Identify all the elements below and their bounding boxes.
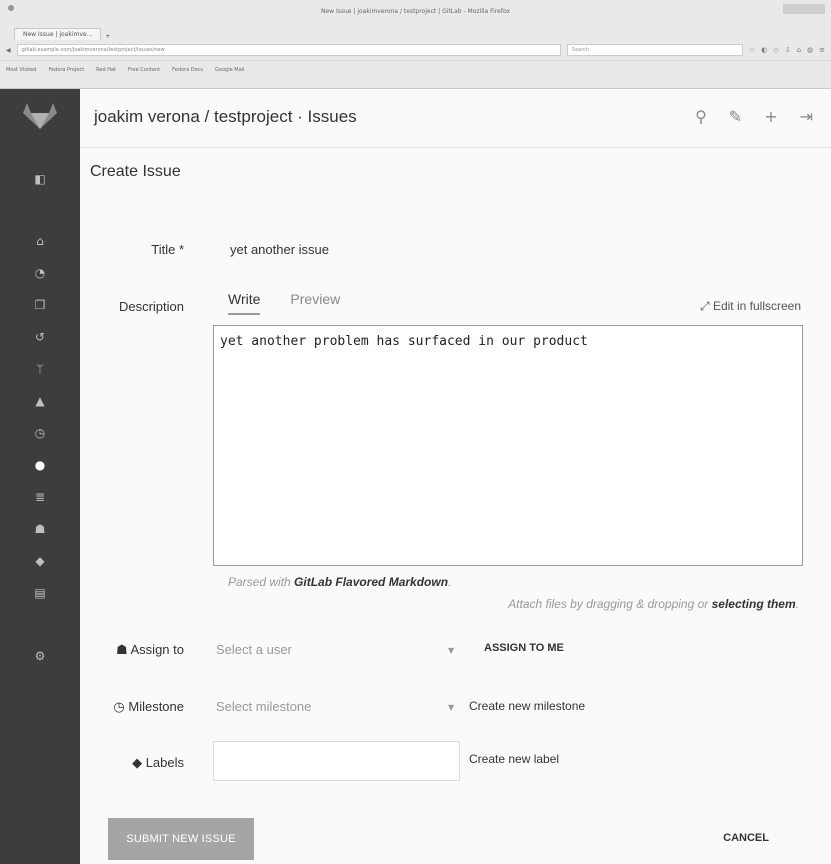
nav-toolbar <box>0 40 831 60</box>
description-label: Description <box>118 299 184 314</box>
expand-icon: ⤢ <box>700 299 710 313</box>
assign-to-me-button[interactable]: ASSIGN TO ME <box>484 642 564 654</box>
graphs-icon[interactable]: ▲ <box>35 394 45 408</box>
window-menu-icon[interactable] <box>8 5 14 11</box>
url-bar[interactable] <box>17 44 561 56</box>
assignee-select[interactable]: Select a user <box>216 642 292 657</box>
project-breadcrumb[interactable]: joakim verona / testproject · Issues <box>94 107 357 126</box>
reader-icon[interactable]: ◐ <box>761 46 768 54</box>
assign-label-text: Assign to <box>130 642 184 657</box>
tag-icon: ◆ <box>132 755 143 770</box>
chat-icon[interactable]: ◍ <box>807 46 814 54</box>
bookmark-item[interactable]: Fedora Project <box>48 67 85 73</box>
title-label: Title * <box>151 242 184 257</box>
new-tab-icon[interactable]: + <box>105 33 111 40</box>
dashboard-icon[interactable]: ◔ <box>34 266 46 280</box>
plus-icon[interactable]: + <box>764 107 778 126</box>
chevron-down-icon[interactable]: ▼ <box>448 703 455 712</box>
clock-icon: ◷ <box>113 699 125 714</box>
tab-preview[interactable]: Preview <box>290 291 341 307</box>
md-suffix: . <box>448 575 452 589</box>
collapse-sidebar-icon[interactable]: ◧ <box>34 172 46 186</box>
star-icon[interactable]: ☆ <box>748 46 756 54</box>
files-icon[interactable]: ❐ <box>34 298 46 312</box>
milestone-label-text: Milestone <box>128 699 184 714</box>
search-icon[interactable]: ⚲ <box>695 107 707 126</box>
edit-fullscreen-label: Edit in fullscreen <box>712 299 801 313</box>
browser-tab[interactable]: New Issue | joakimve... <box>14 28 101 40</box>
editor-tabs <box>228 291 340 315</box>
main-content <box>80 89 831 864</box>
bookmark-item[interactable]: Free Content <box>128 67 161 73</box>
tab-write[interactable]: Write <box>228 291 260 315</box>
wrench-icon[interactable]: ✎ <box>728 107 743 126</box>
window-titlebar <box>0 0 831 22</box>
members-icon[interactable]: ☗ <box>34 522 46 536</box>
merge-requests-icon[interactable]: ≣ <box>34 490 46 504</box>
description-textarea[interactable]: yet another problem has surfaced in our product <box>213 325 803 566</box>
chevron-down-icon[interactable]: ▼ <box>448 646 455 655</box>
menu-icon[interactable]: ≡ <box>819 46 825 54</box>
labels-label-text: Labels <box>145 755 184 770</box>
submit-issue-button[interactable]: SUBMIT NEW ISSUE <box>108 818 254 860</box>
window-title: New Issue | joakimverona / testproject | GitLab - Mozilla Firefox <box>320 7 510 15</box>
window-controls[interactable] <box>783 4 825 14</box>
milestone-label <box>80 699 184 715</box>
labels-select[interactable] <box>213 741 460 781</box>
markdown-note <box>228 575 451 589</box>
bookmark-item[interactable]: Google Mail <box>215 67 245 73</box>
home-icon[interactable]: ⌂ <box>796 46 802 54</box>
history-icon[interactable]: ↺ <box>34 330 46 344</box>
milestones-icon[interactable]: ◷ <box>34 426 46 440</box>
download-icon[interactable]: ⇩ <box>784 46 791 54</box>
edit-fullscreen-link[interactable] <box>700 299 801 314</box>
markdown-link[interactable]: GitLab Flavored Markdown <box>294 575 449 589</box>
milestone-select[interactable]: Select milestone <box>216 699 312 714</box>
issues-icon[interactable]: ● <box>34 458 46 472</box>
labels-label <box>80 755 184 771</box>
create-label-link[interactable]: Create new label <box>469 752 560 766</box>
header-icons <box>695 107 813 126</box>
attach-suffix: . <box>795 597 799 611</box>
network-icon[interactable]: ᛘ <box>36 362 44 376</box>
wiki-icon[interactable]: ▤ <box>34 586 46 600</box>
back-icon[interactable]: ◀ <box>6 46 11 54</box>
pocket-icon[interactable]: ◇ <box>773 46 779 54</box>
bookmark-item[interactable]: Fedora Docs <box>172 67 204 73</box>
url-text: gitlab.example.com/joakimverona/testproject/issues/new <box>21 47 165 53</box>
toolbar-icons <box>749 46 825 54</box>
browser-search-input[interactable] <box>567 44 743 56</box>
user-icon: ☗ <box>115 642 128 657</box>
home-icon[interactable]: ⌂ <box>36 234 44 248</box>
cancel-button[interactable]: CANCEL <box>723 832 769 844</box>
labels-icon[interactable]: ◆ <box>35 554 45 568</box>
search-placeholder: Search <box>571 47 590 53</box>
bookmark-item[interactable]: Red Hat <box>96 67 117 73</box>
title-input[interactable]: yet another issue <box>230 242 330 257</box>
settings-icon[interactable]: ⚙ <box>34 649 46 663</box>
select-files-link[interactable]: selecting them <box>711 597 796 611</box>
assign-label <box>80 642 184 658</box>
attach-note <box>508 597 799 611</box>
md-prefix: Parsed with <box>228 575 295 589</box>
create-milestone-link[interactable]: Create new milestone <box>469 699 586 713</box>
page-title: Create Issue <box>90 163 181 180</box>
tab-strip <box>0 22 831 40</box>
bookmarks-bar <box>0 60 831 79</box>
sign-out-icon[interactable]: ⇥ <box>799 107 813 126</box>
sidebar <box>0 89 80 864</box>
bookmark-item[interactable]: Most Visited <box>6 67 37 73</box>
page-header <box>80 89 831 148</box>
browser-chrome <box>0 0 831 89</box>
gitlab-logo-icon[interactable] <box>23 103 57 129</box>
attach-prefix: Attach files by dragging & dropping or <box>508 597 712 611</box>
